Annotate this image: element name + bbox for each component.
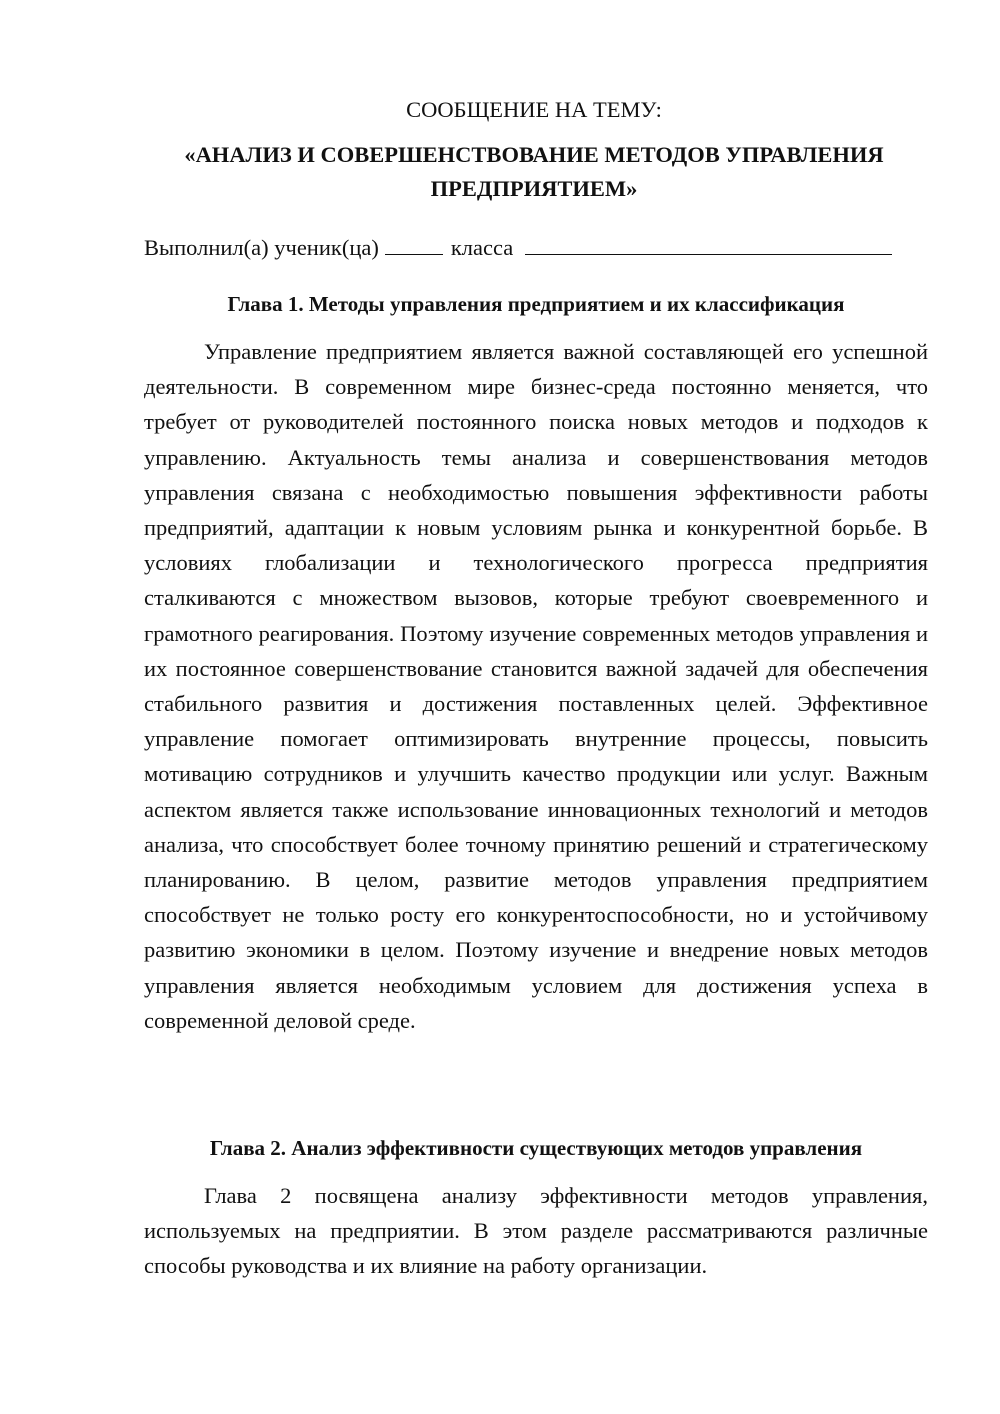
document-title-line-1: СООБЩЕНИЕ НА ТЕМУ: [406,97,662,122]
student-name-blank [525,234,892,255]
chapter-2-paragraph: Глава 2 посвящена анализу эффективности методов управления, используемых на предприятии. В этом разделе рассматриваются различные способы руководства и их влияние на работу организации. [144,1183,928,1279]
chapter-2-heading: Глава 2. Анализ эффективности существующих методов управления [209,1136,863,1160]
author-prefix-label: Выполнил(а) ученик(ца) [144,235,379,260]
author-line [144,234,892,261]
chapter-1-heading: Глава 1. Методы управления предприятием и их классификация [227,292,845,316]
class-label: класса [450,235,514,260]
class-number-blank [385,234,443,255]
document-title-line-3: ПРЕДПРИЯТИЕМ» [430,176,638,201]
document-title-line-2: «АНАЛИЗ И СОВЕРШЕНСТВОВАНИЕ МЕТОДОВ УПРАВЛЕНИЯ [184,142,884,167]
chapter-1-paragraph: Управление предприятием является важной составляющей его успешной деятельности. В современном мире бизнес-среда постоянно меняется, что требует от руководителей постоянного поиска новых методов и подходов к управлению. Актуальность темы анализа и совершенствования методов управления связана с необходимостью повышения эффективности работы предприятий, адаптации к новым условиям рынка и конкурентной борьбе. В условиях глобализации и технологического прогресса предприятия сталкиваются с множеством вызовов, которые требуют своевременного и грамотного реагирования. Поэтому изучение современных методов управления и их постоянное совершенствование становится важной задачей для обеспечения стабильного развития и достижения поставленных целей. Эффективное управление помогает оптимизировать внутренние процессы, повысить мотивацию сотрудников и улучшить качество продукции или услуг. Важным аспектом является также использование инновационных технологий и методов анализа, что способствует более точному принятию решений и стратегическому планированию. В целом, развитие методов управления предприятием способствует не только росту его конкурентоспособности, но и устойчивому развитию экономики в целом. Поэтому изучение и внедрение новых методов управления является необходимым условием для достижения успеха в современной деловой среде. [144,339,928,1033]
